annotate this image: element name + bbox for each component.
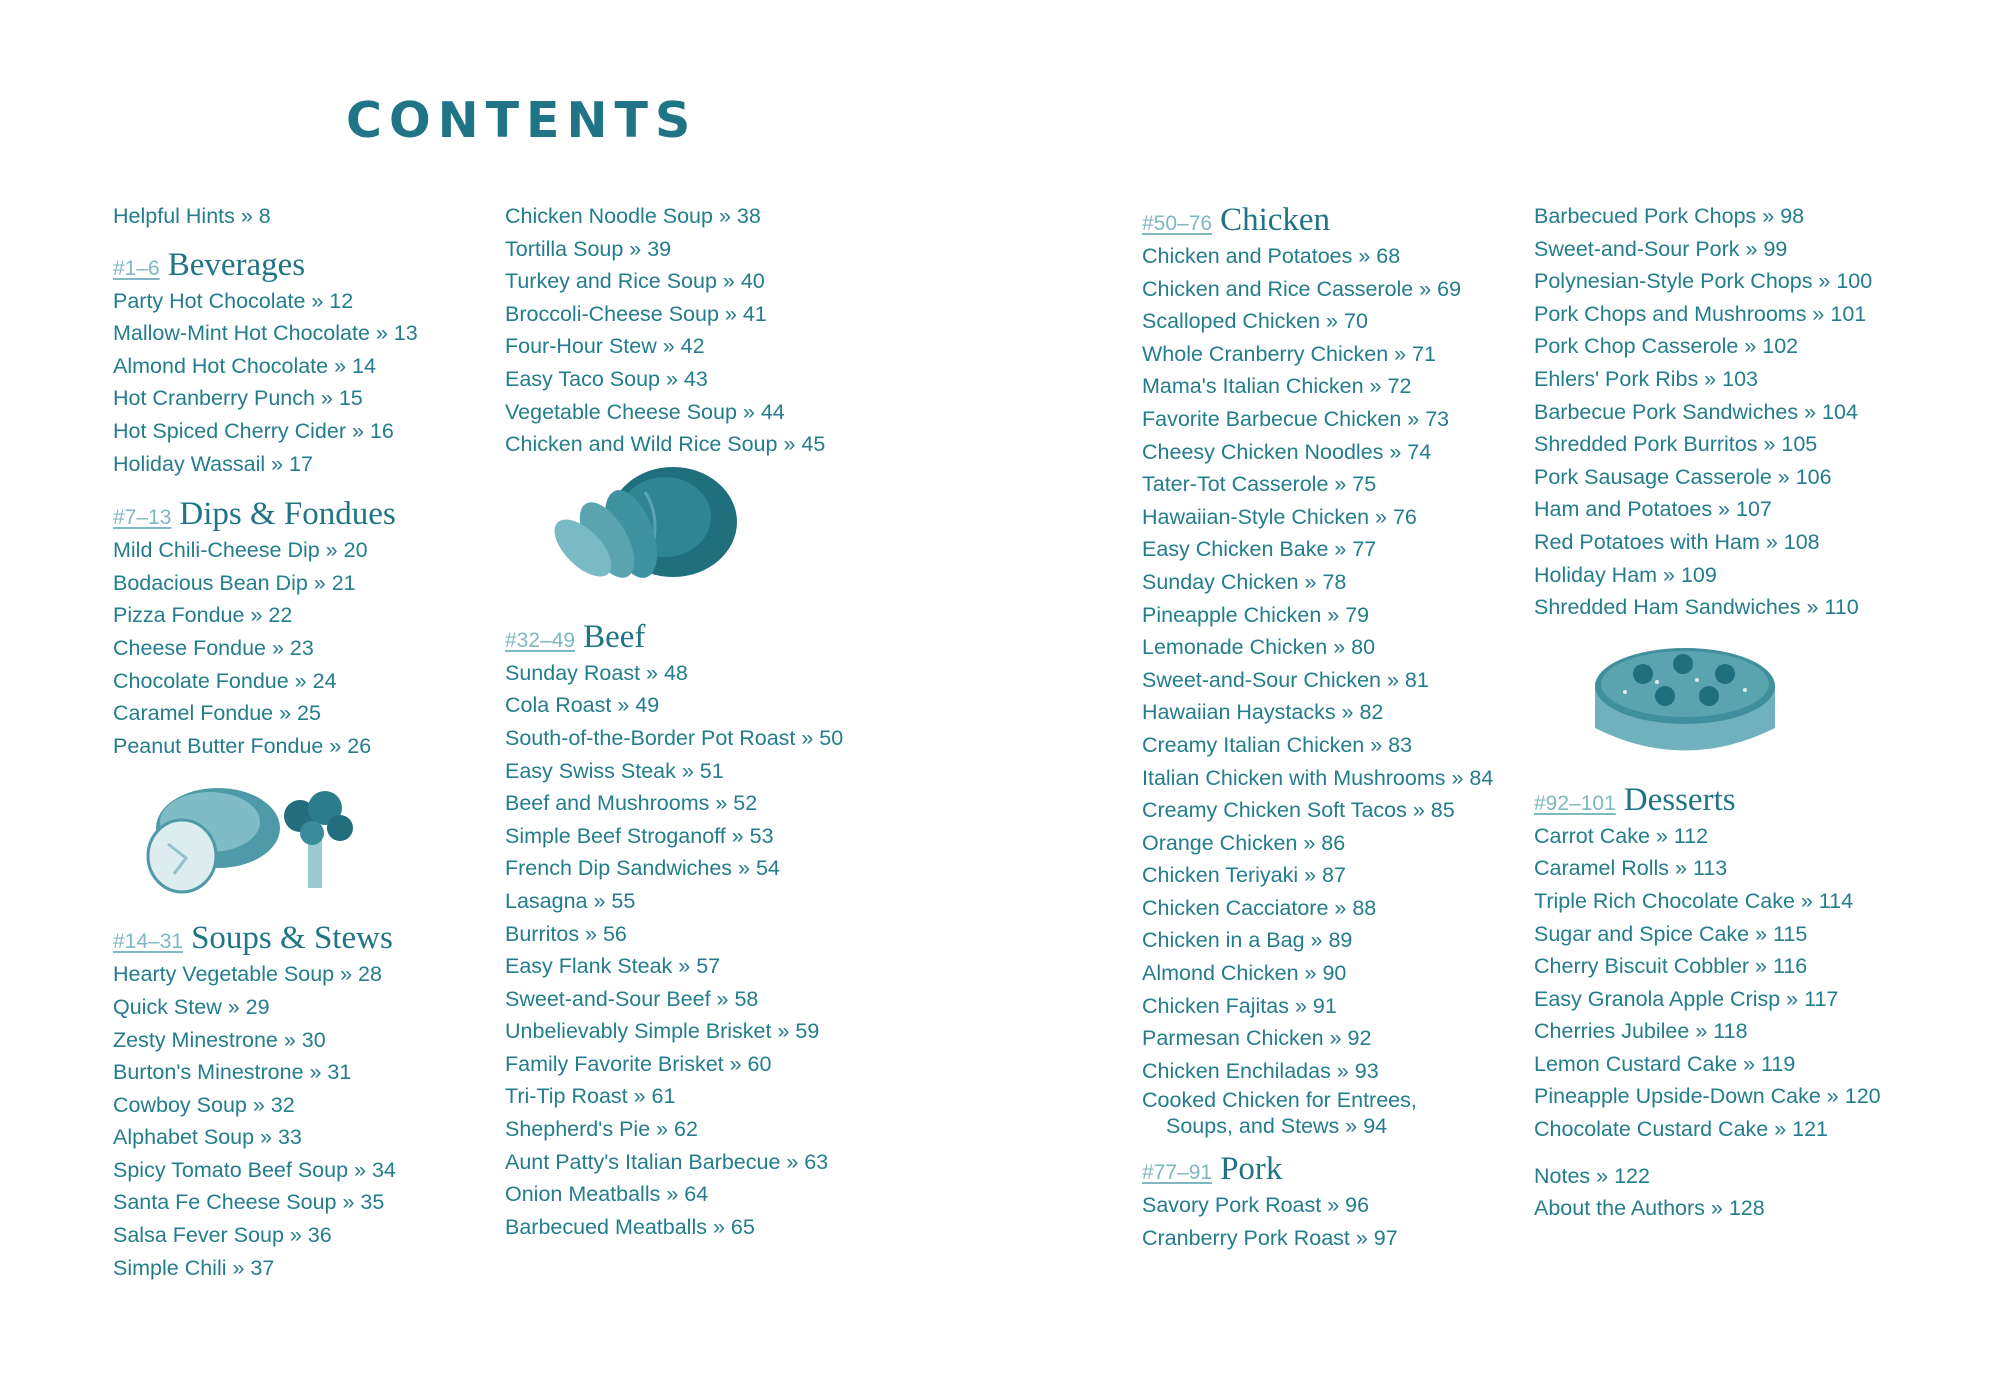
toc-entry[interactable]: Onion Meatballs » 64 xyxy=(505,1182,709,1207)
toc-entry[interactable]: Creamy Italian Chicken » 83 xyxy=(1142,732,1413,757)
toc-entry[interactable]: Chicken Enchiladas » 93 xyxy=(1142,1058,1379,1083)
section-name: Chicken xyxy=(1220,202,1331,238)
section-heading-pork xyxy=(1142,1149,1522,1189)
section-name: Desserts xyxy=(1623,781,1736,818)
section-name: Beef xyxy=(583,618,646,655)
toc-entry[interactable]: Sweet-and-Sour Pork » 99 xyxy=(1534,236,1788,261)
toc-entry[interactable]: Tri-Tip Roast » 61 xyxy=(505,1084,676,1109)
toc-entry[interactable]: Pork Chops and Mushrooms » 101 xyxy=(1534,301,1867,326)
toc-entry[interactable]: Italian Chicken with Mushrooms » 84 xyxy=(1142,765,1494,790)
toc-entry[interactable]: Cranberry Pork Roast » 97 xyxy=(1142,1226,1398,1251)
toc-entry[interactable]: Easy Taco Soup » 43 xyxy=(505,366,708,391)
section-range: #1–6 xyxy=(113,256,160,280)
section-heading-beef xyxy=(505,617,885,657)
toc-entry[interactable]: Hawaiian-Style Chicken » 76 xyxy=(1142,504,1417,529)
toc-entry-line: Soups, and Stews » 94 xyxy=(1166,1114,1388,1139)
toc-entry[interactable]: Zesty Minestrone » 30 xyxy=(113,1027,326,1052)
toc-entry[interactable]: Triple Rich Chocolate Cake » 114 xyxy=(1534,888,1854,913)
toc-entry[interactable]: Creamy Chicken Soft Tacos » 85 xyxy=(1142,798,1455,823)
toc-entry[interactable]: Favorite Barbecue Chicken » 73 xyxy=(1142,406,1450,431)
toc-entry[interactable]: Whole Cranberry Chicken » 71 xyxy=(1142,341,1436,366)
toc-entry[interactable]: Beef and Mushrooms » 52 xyxy=(505,791,758,816)
toc-entry[interactable]: Chocolate Custard Cake » 121 xyxy=(1534,1117,1829,1142)
toc-entry[interactable]: Holiday Ham » 109 xyxy=(1534,562,1717,587)
squash-broccoli-illustration xyxy=(140,778,370,898)
toc-entry[interactable]: Cola Roast » 49 xyxy=(505,693,660,718)
toc-entry[interactable]: Red Potatoes with Ham » 108 xyxy=(1534,529,1820,554)
toc-entry[interactable]: About the Authors » 128 xyxy=(1534,1196,1765,1221)
toc-entry[interactable]: Chicken and Rice Casserole » 69 xyxy=(1142,276,1462,301)
toc-entry[interactable]: Quick Stew » 29 xyxy=(113,994,270,1019)
toc-entry[interactable]: Sweet-and-Sour Chicken » 81 xyxy=(1142,667,1429,692)
section-heading-desserts xyxy=(1534,780,1914,820)
toc-entry[interactable]: Chicken in a Bag » 89 xyxy=(1142,928,1353,953)
toc-entry[interactable]: Salsa Fever Soup » 36 xyxy=(113,1223,332,1248)
toc-entry[interactable]: Chicken and Wild Rice Soup » 45 xyxy=(505,432,826,457)
section-range: #7–13 xyxy=(113,506,172,530)
toc-entry[interactable]: Chicken Noodle Soup » 38 xyxy=(505,204,761,228)
toc-entry[interactable]: Family Favorite Brisket » 60 xyxy=(505,1051,772,1076)
toc-entry[interactable]: Alphabet Soup » 33 xyxy=(113,1125,302,1150)
toc-column-1 xyxy=(113,200,493,1284)
section-heading-beverages xyxy=(113,245,493,285)
toc-entry[interactable]: Mallow-Mint Hot Chocolate » 13 xyxy=(113,321,418,346)
toc-entry[interactable]: Burton's Minestrone » 31 xyxy=(113,1060,352,1085)
toc-entry[interactable]: Hearty Vegetable Soup » 28 xyxy=(113,962,382,987)
section-range: #32–49 xyxy=(505,628,576,652)
toc-entry[interactable]: Carrot Cake » 112 xyxy=(1534,823,1709,848)
toc-entry[interactable]: Cowboy Soup » 32 xyxy=(113,1092,295,1117)
toc-entry[interactable]: Hawaiian Haystacks » 82 xyxy=(1142,700,1384,725)
toc-entry[interactable]: Sweet-and-Sour Beef » 58 xyxy=(505,986,759,1011)
toc-entry[interactable]: Sunday Chicken » 78 xyxy=(1142,569,1347,594)
toc-entry[interactable]: Pineapple Chicken » 79 xyxy=(1142,602,1370,627)
toc-column-2 xyxy=(505,200,885,1243)
toc-entry[interactable]: South-of-the-Border Pot Roast » 50 xyxy=(505,725,844,750)
section-range: #14–31 xyxy=(113,930,184,954)
toc-entry[interactable]: Shredded Pork Burritos » 105 xyxy=(1534,432,1818,457)
toc-entry[interactable]: Mama's Italian Chicken » 72 xyxy=(1142,374,1412,399)
toc-entry[interactable]: Cheesy Chicken Noodles » 74 xyxy=(1142,439,1432,464)
toc-entry[interactable]: Shepherd's Pie » 62 xyxy=(505,1117,698,1142)
toc-entry[interactable]: Caramel Rolls » 113 xyxy=(1534,856,1728,881)
section-name: Beverages xyxy=(167,246,306,283)
toc-entry[interactable]: Pork Sausage Casserole » 106 xyxy=(1534,464,1832,489)
toc-entry[interactable]: Santa Fe Cheese Soup » 35 xyxy=(113,1190,385,1215)
toc-entry[interactable]: Barbecued Meatballs » 65 xyxy=(505,1214,755,1239)
toc-entry[interactable]: Scalloped Chicken » 70 xyxy=(1142,309,1368,334)
toc-entry[interactable]: Hot Spiced Cherry Cider » 16 xyxy=(113,418,394,443)
toc-entry[interactable]: Ehlers' Pork Ribs » 103 xyxy=(1534,366,1758,391)
toc-entry[interactable]: Chicken and Potatoes » 68 xyxy=(1142,244,1401,268)
toc-entry[interactable]: Tater-Tot Casserole » 75 xyxy=(1142,472,1377,497)
toc-entry[interactable]: Orange Chicken » 86 xyxy=(1142,830,1346,855)
roast-slices-illustration xyxy=(545,462,745,592)
toc-entry[interactable]: Savory Pork Roast » 96 xyxy=(1142,1193,1370,1218)
toc-entry[interactable]: Helpful Hints » 8 xyxy=(113,204,271,228)
toc-entry[interactable]: Turkey and Rice Soup » 40 xyxy=(505,269,765,294)
toc-entry[interactable]: Easy Chicken Bake » 77 xyxy=(1142,537,1377,562)
toc-entry[interactable]: Shredded Ham Sandwiches » 110 xyxy=(1534,595,1859,620)
toc-entry[interactable]: Tortilla Soup » 39 xyxy=(505,236,672,261)
section-heading-dips xyxy=(113,494,493,534)
toc-entry-line: Cooked Chicken for Entrees, xyxy=(1142,1088,1417,1113)
toc-entry[interactable]: Ham and Potatoes » 107 xyxy=(1534,497,1772,522)
toc-entry[interactable]: Aunt Patty's Italian Barbecue » 63 xyxy=(505,1149,829,1174)
toc-entry[interactable]: Burritos » 56 xyxy=(505,921,627,946)
spacer xyxy=(1534,1146,1914,1160)
toc-entry[interactable]: Cheese Fondue » 23 xyxy=(113,635,314,660)
toc-entry[interactable]: Party Hot Chocolate » 12 xyxy=(113,288,354,313)
toc-entry[interactable]: Almond Chicken » 90 xyxy=(1142,961,1347,986)
toc-entry[interactable]: Pizza Fondue » 22 xyxy=(113,603,293,628)
toc-entry[interactable]: Broccoli-Cheese Soup » 41 xyxy=(505,301,767,326)
toc-entry[interactable]: Polynesian-Style Pork Chops » 100 xyxy=(1534,269,1873,294)
toc-entry[interactable]: Lemon Custard Cake » 119 xyxy=(1534,1051,1796,1076)
toc-entry[interactable]: Chicken Cacciatore » 88 xyxy=(1142,895,1377,920)
toc-entry[interactable]: Easy Flank Steak » 57 xyxy=(505,954,721,979)
section-heading-soups xyxy=(113,918,493,958)
section-name: Pork xyxy=(1220,1151,1283,1188)
toc-entry[interactable]: Simple Chili » 37 xyxy=(113,1255,275,1280)
toc-entry[interactable]: Barbecued Pork Chops » 98 xyxy=(1534,204,1805,228)
toc-entry[interactable]: Unbelievably Simple Brisket » 59 xyxy=(505,1019,820,1044)
toc-entry[interactable]: Bodacious Bean Dip » 21 xyxy=(113,570,356,595)
toc-entry[interactable]: Pineapple Upside-Down Cake » 120 xyxy=(1534,1084,1881,1109)
toc-entry[interactable]: Lasagna » 55 xyxy=(505,888,636,913)
toc-entry[interactable] xyxy=(1142,1087,1522,1139)
toc-entry[interactable]: Sugar and Spice Cake » 115 xyxy=(1534,921,1808,946)
toc-entry[interactable]: Peanut Butter Fondue » 26 xyxy=(113,733,372,758)
toc-entry[interactable]: Simple Beef Stroganoff » 53 xyxy=(505,823,774,848)
cake-illustration xyxy=(1585,638,1785,768)
toc-entry[interactable]: Chicken Fajitas » 91 xyxy=(1142,993,1337,1018)
toc-entry[interactable]: Almond Hot Chocolate » 14 xyxy=(113,353,376,378)
toc-entry[interactable]: French Dip Sandwiches » 54 xyxy=(505,856,780,881)
toc-entry[interactable]: Easy Swiss Steak » 51 xyxy=(505,758,724,783)
toc-entry[interactable]: Lemonade Chicken » 80 xyxy=(1142,635,1376,660)
toc-entry[interactable]: Barbecue Pork Sandwiches » 104 xyxy=(1534,399,1858,424)
toc-entry[interactable]: Caramel Fondue » 25 xyxy=(113,701,321,726)
section-heading-chicken xyxy=(1142,200,1522,240)
toc-entry[interactable]: Mild Chili-Cheese Dip » 20 xyxy=(113,538,368,563)
toc-entry[interactable]: Sunday Roast » 48 xyxy=(505,660,688,685)
toc-entry[interactable]: Easy Granola Apple Crisp » 117 xyxy=(1534,986,1839,1011)
toc-column-3 xyxy=(1142,200,1522,1255)
toc-entry[interactable]: Chicken Teriyaki » 87 xyxy=(1142,863,1346,888)
section-range: #77–91 xyxy=(1142,1161,1213,1185)
toc-entry[interactable]: Chocolate Fondue » 24 xyxy=(113,668,337,693)
section-name: Dips & Fondues xyxy=(179,496,396,533)
section-range: #50–76 xyxy=(1142,212,1213,235)
section-name: Soups & Stews xyxy=(191,920,393,957)
toc-entry[interactable]: Hot Cranberry Punch » 15 xyxy=(113,386,363,411)
toc-entry[interactable]: Cherries Jubilee » 118 xyxy=(1534,1019,1748,1044)
toc-entry[interactable]: Pork Chop Casserole » 102 xyxy=(1534,334,1799,359)
page-title: CONTENTS xyxy=(346,92,698,149)
section-range: #92–101 xyxy=(1534,791,1616,815)
toc-entry[interactable]: Holiday Wassail » 17 xyxy=(113,451,313,476)
toc-entry[interactable]: Spicy Tomato Beef Soup » 34 xyxy=(113,1157,396,1182)
toc-entry[interactable]: Notes » 122 xyxy=(1534,1163,1650,1188)
toc-entry[interactable]: Vegetable Cheese Soup » 44 xyxy=(505,399,785,424)
toc-entry[interactable]: Parmesan Chicken » 92 xyxy=(1142,1026,1372,1051)
toc-entry[interactable]: Cherry Biscuit Cobbler » 116 xyxy=(1534,954,1808,979)
toc-entry[interactable]: Four-Hour Stew » 42 xyxy=(505,334,705,359)
